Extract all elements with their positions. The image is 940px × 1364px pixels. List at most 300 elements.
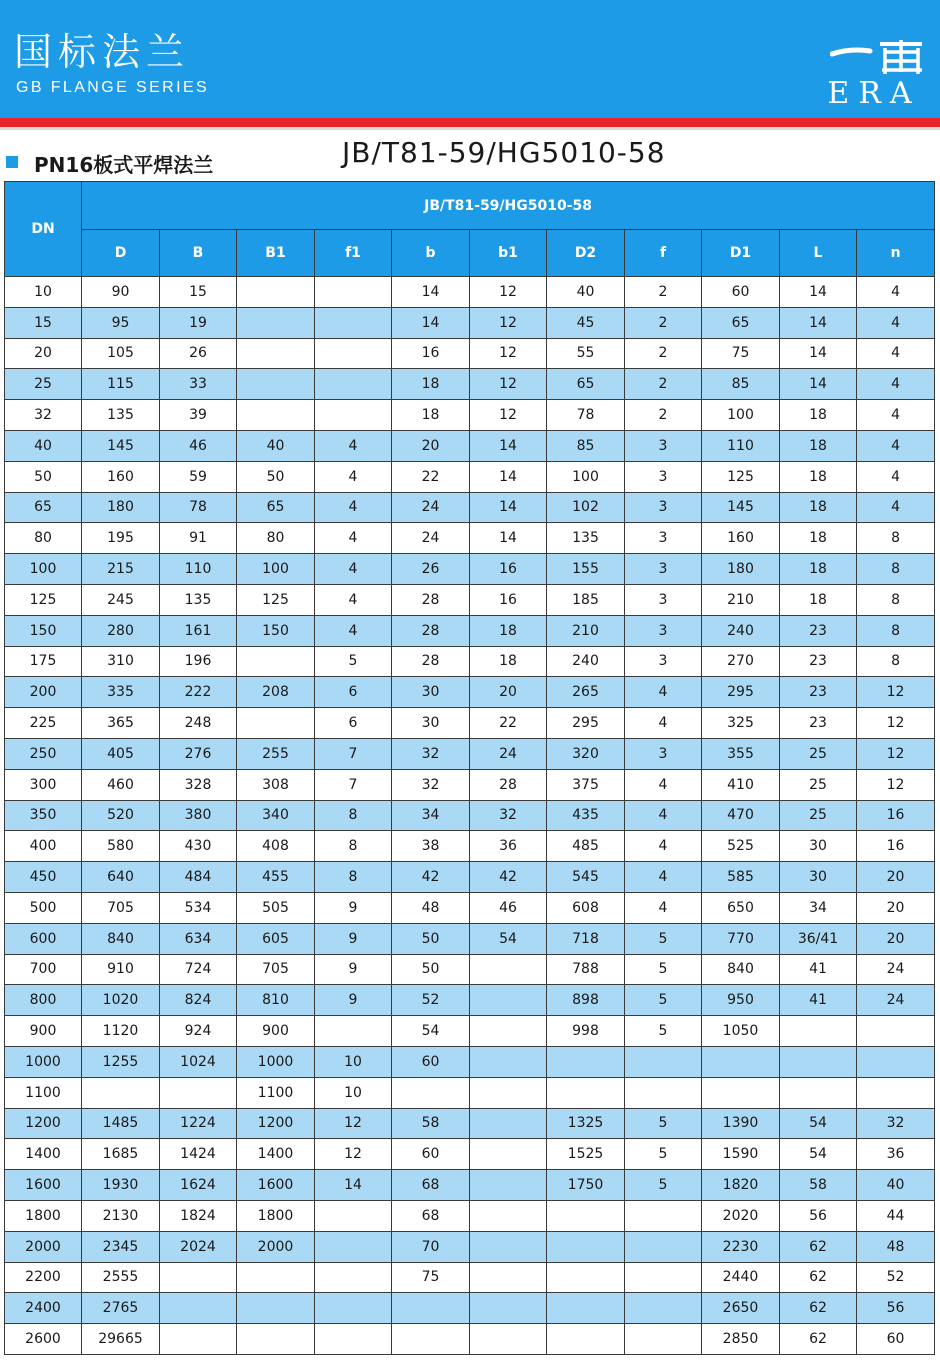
table-cell <box>625 1046 702 1077</box>
table-cell: 1930 <box>82 1170 160 1201</box>
table-cell: 310 <box>82 646 160 677</box>
table-cell: 950 <box>702 985 780 1016</box>
table-cell: 222 <box>160 677 237 708</box>
dn-cell: 100 <box>5 554 82 585</box>
table-cell: 24 <box>470 738 547 769</box>
table-cell: 32 <box>392 738 470 769</box>
table-cell: 380 <box>160 800 237 831</box>
table-cell: 810 <box>237 985 315 1016</box>
table-cell <box>470 1108 547 1139</box>
table-cell: 125 <box>237 584 315 615</box>
table-cell <box>470 1200 547 1231</box>
table-cell: 62 <box>780 1262 857 1293</box>
table-cell: 40 <box>547 277 625 308</box>
table-cell: 180 <box>702 554 780 585</box>
table-cell: 46 <box>160 430 237 461</box>
dn-cell: 20 <box>5 338 82 369</box>
table-cell: 335 <box>82 677 160 708</box>
era-logo <box>822 36 926 110</box>
table-cell: 5 <box>625 954 702 985</box>
table-cell: 14 <box>392 277 470 308</box>
table-cell: 78 <box>160 492 237 523</box>
table-cell <box>780 1077 857 1108</box>
table-cell: 29665 <box>82 1324 160 1355</box>
table-cell <box>237 307 315 338</box>
table-cell: 3 <box>625 430 702 461</box>
table-cell: 23 <box>780 708 857 739</box>
table-cell: 42 <box>392 862 470 893</box>
table-cell: 1120 <box>82 1016 160 1047</box>
table-cell: 14 <box>780 277 857 308</box>
table-cell: 240 <box>702 615 780 646</box>
table-cell: 430 <box>160 831 237 862</box>
table-cell: 8 <box>315 831 392 862</box>
table-cell: 28 <box>392 584 470 615</box>
table-cell: 22 <box>470 708 547 739</box>
table-cell: 240 <box>547 646 625 677</box>
table-cell: 4 <box>625 708 702 739</box>
table-cell <box>315 1293 392 1324</box>
table-cell: 520 <box>82 800 160 831</box>
dn-cell: 40 <box>5 430 82 461</box>
table-cell: 24 <box>857 985 935 1016</box>
table-cell: 2 <box>625 400 702 431</box>
table-cell: 255 <box>237 738 315 769</box>
table-cell: 161 <box>160 615 237 646</box>
table-cell: 62 <box>780 1231 857 1262</box>
table-cell: 650 <box>702 892 780 923</box>
table-cell: 20 <box>857 862 935 893</box>
column-header: D1 <box>702 230 780 277</box>
column-header: b1 <box>470 230 547 277</box>
table-cell <box>470 1046 547 1077</box>
table-cell: 54 <box>392 1016 470 1047</box>
table-cell: 59 <box>160 461 237 492</box>
table-cell: 75 <box>392 1262 470 1293</box>
table-cell: 8 <box>857 584 935 615</box>
table-row <box>5 430 935 461</box>
dn-cell: 2400 <box>5 1293 82 1324</box>
table-cell: 1024 <box>160 1046 237 1077</box>
table-row <box>5 554 935 585</box>
table-cell: 705 <box>82 892 160 923</box>
table-cell: 724 <box>160 954 237 985</box>
table-cell: 998 <box>547 1016 625 1047</box>
table-cell: 12 <box>470 307 547 338</box>
table-row <box>5 769 935 800</box>
table-cell <box>160 1262 237 1293</box>
table-row <box>5 1046 935 1077</box>
table-cell: 19 <box>160 307 237 338</box>
table-cell: 36 <box>857 1139 935 1170</box>
dn-cell: 1600 <box>5 1170 82 1201</box>
table-cell: 25 <box>780 738 857 769</box>
table-cell: 7 <box>315 769 392 800</box>
table-cell: 125 <box>702 461 780 492</box>
table-cell: 788 <box>547 954 625 985</box>
table-cell: 328 <box>160 769 237 800</box>
table-cell: 1050 <box>702 1016 780 1047</box>
table-cell: 52 <box>392 985 470 1016</box>
table-cell: 8 <box>857 554 935 585</box>
table-cell <box>315 307 392 338</box>
table-row <box>5 1139 935 1170</box>
table-cell: 100 <box>237 554 315 585</box>
table-cell: 18 <box>780 461 857 492</box>
table-cell: 160 <box>702 523 780 554</box>
table-cell: 26 <box>160 338 237 369</box>
table-cell: 20 <box>470 677 547 708</box>
table-cell: 2650 <box>702 1293 780 1324</box>
table-cell: 1020 <box>82 985 160 1016</box>
table-cell: 2020 <box>702 1200 780 1231</box>
table-row <box>5 985 935 1016</box>
table-cell: 14 <box>780 369 857 400</box>
table-row <box>5 1077 935 1108</box>
table-cell: 60 <box>392 1139 470 1170</box>
table-cell: 65 <box>237 492 315 523</box>
table-cell <box>470 1293 547 1324</box>
table-cell: 4 <box>857 461 935 492</box>
dn-cell: 900 <box>5 1016 82 1047</box>
table-cell: 50 <box>237 461 315 492</box>
table-cell: 485 <box>547 831 625 862</box>
dn-cell: 125 <box>5 584 82 615</box>
table-cell: 210 <box>702 584 780 615</box>
table-cell: 91 <box>160 523 237 554</box>
table-cell: 4 <box>625 892 702 923</box>
table-cell: 1100 <box>237 1077 315 1108</box>
table-cell: 2345 <box>82 1231 160 1262</box>
table-cell: 8 <box>315 800 392 831</box>
column-header: B <box>160 230 237 277</box>
table-cell: 4 <box>857 369 935 400</box>
table-cell: 14 <box>315 1170 392 1201</box>
table-cell: 145 <box>82 430 160 461</box>
standard-group-header: JB/T81-59/HG5010-58 <box>82 182 935 230</box>
table-cell: 14 <box>470 430 547 461</box>
table-cell: 100 <box>702 400 780 431</box>
table-row <box>5 461 935 492</box>
table-cell: 4 <box>625 677 702 708</box>
table-cell: 12 <box>315 1108 392 1139</box>
table-cell <box>470 1324 547 1355</box>
table-cell: 52 <box>857 1262 935 1293</box>
banner-subtitle: GB FLANGE SERIES <box>16 79 210 96</box>
table-cell <box>315 1200 392 1231</box>
table-cell: 20 <box>857 892 935 923</box>
dn-cell: 32 <box>5 400 82 431</box>
table-cell: 20 <box>857 923 935 954</box>
table-cell: 3 <box>625 492 702 523</box>
dn-cell: 450 <box>5 862 82 893</box>
table-cell: 3 <box>625 584 702 615</box>
table-cell: 2555 <box>82 1262 160 1293</box>
dn-cell: 250 <box>5 738 82 769</box>
table-cell: 1325 <box>547 1108 625 1139</box>
table-cell: 1000 <box>237 1046 315 1077</box>
table-cell <box>470 1231 547 1262</box>
table-cell <box>237 1262 315 1293</box>
table-cell: 25 <box>780 800 857 831</box>
dn-cell: 1200 <box>5 1108 82 1139</box>
table-cell: 54 <box>780 1139 857 1170</box>
table-cell: 320 <box>547 738 625 769</box>
table-cell: 640 <box>82 862 160 893</box>
dn-cell: 2000 <box>5 1231 82 1262</box>
table-cell: 898 <box>547 985 625 1016</box>
dn-cell: 350 <box>5 800 82 831</box>
table-cell <box>315 400 392 431</box>
table-row <box>5 584 935 615</box>
table-cell: 15 <box>160 277 237 308</box>
table-cell: 39 <box>160 400 237 431</box>
table-cell: 634 <box>160 923 237 954</box>
table-cell: 580 <box>82 831 160 862</box>
table-cell: 1400 <box>237 1139 315 1170</box>
table-cell <box>392 1293 470 1324</box>
dn-cell: 150 <box>5 615 82 646</box>
table-cell <box>625 1077 702 1108</box>
table-cell <box>625 1324 702 1355</box>
table-cell: 2 <box>625 338 702 369</box>
table-cell: 435 <box>547 800 625 831</box>
table-cell: 1200 <box>237 1108 315 1139</box>
column-header: D2 <box>547 230 625 277</box>
table-row <box>5 831 935 862</box>
table-cell: 1224 <box>160 1108 237 1139</box>
table-cell: 8 <box>857 523 935 554</box>
table-cell: 325 <box>702 708 780 739</box>
table-cell: 2 <box>625 369 702 400</box>
table-cell: 18 <box>780 554 857 585</box>
dn-cell: 300 <box>5 769 82 800</box>
dn-cell: 25 <box>5 369 82 400</box>
table-cell: 8 <box>315 862 392 893</box>
table-cell <box>315 1016 392 1047</box>
table-cell: 14 <box>470 523 547 554</box>
table-cell: 110 <box>160 554 237 585</box>
table-cell: 23 <box>780 615 857 646</box>
table-cell <box>237 646 315 677</box>
table-cell: 9 <box>315 892 392 923</box>
table-cell: 9 <box>315 923 392 954</box>
table-cell: 1624 <box>160 1170 237 1201</box>
table-cell <box>237 400 315 431</box>
table-cell: 41 <box>780 954 857 985</box>
table-cell: 2850 <box>702 1324 780 1355</box>
table-cell: 34 <box>392 800 470 831</box>
dn-cell: 80 <box>5 523 82 554</box>
table-cell: 605 <box>237 923 315 954</box>
table-cell <box>857 1077 935 1108</box>
table-cell <box>780 1016 857 1047</box>
table-cell: 155 <box>547 554 625 585</box>
table-cell: 8 <box>857 615 935 646</box>
table-cell: 10 <box>315 1046 392 1077</box>
table-row <box>5 338 935 369</box>
table-cell: 48 <box>392 892 470 923</box>
table-cell <box>160 1293 237 1324</box>
table-cell: 276 <box>160 738 237 769</box>
table-cell <box>780 1046 857 1077</box>
dn-cell: 65 <box>5 492 82 523</box>
table-cell: 12 <box>857 738 935 769</box>
table-cell: 2 <box>625 307 702 338</box>
table-cell: 32 <box>857 1108 935 1139</box>
table-cell: 4 <box>625 831 702 862</box>
table-cell <box>237 338 315 369</box>
table-cell: 1750 <box>547 1170 625 1201</box>
table-cell: 5 <box>315 646 392 677</box>
table-cell <box>702 1077 780 1108</box>
logo-text: ERA <box>827 76 921 111</box>
table-cell: 18 <box>392 369 470 400</box>
table-cell: 18 <box>470 615 547 646</box>
table-cell: 78 <box>547 400 625 431</box>
dn-cell: 15 <box>5 307 82 338</box>
table-cell: 54 <box>470 923 547 954</box>
table-cell: 60 <box>392 1046 470 1077</box>
table-cell: 5 <box>625 1139 702 1170</box>
table-cell: 5 <box>625 1016 702 1047</box>
table-cell: 30 <box>392 708 470 739</box>
table-cell: 4 <box>315 615 392 646</box>
table-cell: 33 <box>160 369 237 400</box>
table-cell: 4 <box>857 430 935 461</box>
table-cell <box>625 1293 702 1324</box>
table-cell: 60 <box>857 1324 935 1355</box>
table-cell: 6 <box>315 677 392 708</box>
table-cell: 525 <box>702 831 780 862</box>
table-cell: 770 <box>702 923 780 954</box>
table-cell <box>470 954 547 985</box>
dn-cell: 500 <box>5 892 82 923</box>
table-cell: 924 <box>160 1016 237 1047</box>
table-cell: 32 <box>392 769 470 800</box>
table-cell: 75 <box>702 338 780 369</box>
table-row <box>5 708 935 739</box>
table-cell: 3 <box>625 523 702 554</box>
table-cell: 484 <box>160 862 237 893</box>
table-row <box>5 954 935 985</box>
table-cell: 65 <box>702 307 780 338</box>
table-row <box>5 1170 935 1201</box>
table-cell <box>625 1231 702 1262</box>
table-row <box>5 862 935 893</box>
table-cell: 1685 <box>82 1139 160 1170</box>
header-banner <box>0 0 940 118</box>
table-row <box>5 615 935 646</box>
header-red-stripe <box>0 118 940 127</box>
table-cell: 28 <box>392 646 470 677</box>
table-cell: 54 <box>780 1108 857 1139</box>
table-cell: 20 <box>392 430 470 461</box>
table-cell: 26 <box>392 554 470 585</box>
table-cell: 16 <box>857 831 935 862</box>
table-cell: 265 <box>547 677 625 708</box>
table-cell: 718 <box>547 923 625 954</box>
table-cell: 505 <box>237 892 315 923</box>
table-cell: 46 <box>470 892 547 923</box>
table-cell: 18 <box>780 492 857 523</box>
table-cell: 4 <box>315 492 392 523</box>
table-cell: 5 <box>625 1170 702 1201</box>
table-cell: 160 <box>82 461 160 492</box>
table-cell <box>315 1324 392 1355</box>
table-cell: 2130 <box>82 1200 160 1231</box>
table-cell: 245 <box>82 584 160 615</box>
table-cell: 50 <box>392 923 470 954</box>
table-cell: 1255 <box>82 1046 160 1077</box>
table-cell: 145 <box>702 492 780 523</box>
table-cell: 455 <box>237 862 315 893</box>
table-cell: 900 <box>237 1016 315 1047</box>
dn-cell: 200 <box>5 677 82 708</box>
table-cell: 18 <box>780 523 857 554</box>
table-cell: 1525 <box>547 1139 625 1170</box>
table-cell: 12 <box>857 708 935 739</box>
table-row <box>5 923 935 954</box>
table-cell: 58 <box>780 1170 857 1201</box>
table-cell: 280 <box>82 615 160 646</box>
table-cell: 18 <box>780 584 857 615</box>
table-cell <box>392 1324 470 1355</box>
column-header: b <box>392 230 470 277</box>
table-cell: 12 <box>315 1139 392 1170</box>
table-cell: 3 <box>625 615 702 646</box>
table-cell: 115 <box>82 369 160 400</box>
table-row <box>5 277 935 308</box>
table-cell: 3 <box>625 738 702 769</box>
table-cell: 840 <box>702 954 780 985</box>
table-cell: 340 <box>237 800 315 831</box>
table-cell: 1424 <box>160 1139 237 1170</box>
table-cell: 6 <box>315 708 392 739</box>
table-cell: 375 <box>547 769 625 800</box>
table-row <box>5 523 935 554</box>
table-cell: 4 <box>315 430 392 461</box>
table-cell: 195 <box>82 523 160 554</box>
table-cell: 196 <box>160 646 237 677</box>
table-cell: 4 <box>315 523 392 554</box>
table-row <box>5 369 935 400</box>
table-cell: 32 <box>470 800 547 831</box>
table-cell: 12 <box>470 338 547 369</box>
table-row <box>5 892 935 923</box>
table-cell <box>160 1077 237 1108</box>
table-cell: 18 <box>392 400 470 431</box>
table-cell <box>470 1016 547 1047</box>
table-cell: 2 <box>625 277 702 308</box>
table-cell: 23 <box>780 677 857 708</box>
table-cell: 70 <box>392 1231 470 1262</box>
table-cell: 28 <box>470 769 547 800</box>
dn-cell: 10 <box>5 277 82 308</box>
dn-cell: 50 <box>5 461 82 492</box>
table-cell <box>315 1231 392 1262</box>
table-cell: 4 <box>857 277 935 308</box>
table-cell: 5 <box>625 1108 702 1139</box>
table-body <box>5 277 935 1355</box>
column-header: B1 <box>237 230 315 277</box>
table-cell: 12 <box>470 400 547 431</box>
header-grey-stripe <box>0 127 940 130</box>
table-row <box>5 1016 935 1047</box>
table-cell <box>857 1016 935 1047</box>
dn-cell: 1800 <box>5 1200 82 1231</box>
section-standard: JB/T81-59/HG5010-58 <box>342 136 666 169</box>
